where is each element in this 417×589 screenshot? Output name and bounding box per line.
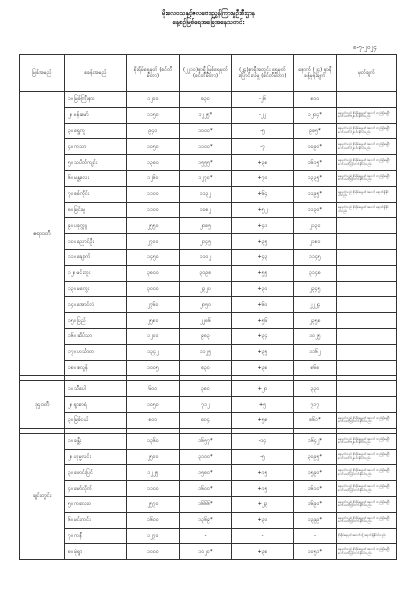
remark: ရေမှတ်သည် စိုးရိမ်ရေမှတ်အထက် တည်ရှိနေပြီး ဆက်လက်ကျဆင်းနိုင်ပါသည်။ [337, 449, 397, 465]
current-level: ၁၆၆၆* [180, 496, 232, 512]
forecast-level: ၁၃၃၅* [294, 170, 337, 186]
level-change: +၂၀ [232, 381, 294, 397]
table-row [20, 155, 397, 171]
remark [337, 249, 397, 265]
table-row [20, 218, 397, 234]
header-forecast: နောက် (၂၄) နာရီ ခန့်မှန်းချက် [294, 55, 337, 92]
warning-level: ၁၂၂၅ [127, 465, 180, 481]
current-level: ၁၁၀၂ [180, 249, 232, 265]
table-row [20, 186, 397, 202]
warning-level: ၁၃၈၀ [127, 155, 180, 171]
table-row [20, 281, 397, 297]
table-row [20, 202, 397, 218]
remark [337, 313, 397, 329]
warning-level: ၂၅၀၀ [127, 449, 180, 465]
remark: ရေမှတ်သည် စိုးရိမ်ရေမှတ်အထက် တည်ရှိနေပြီး ဆက်လက်မြင့်တက်နိုင်ပါသည်။ [337, 481, 397, 497]
level-change: +၂၃ [232, 496, 294, 512]
current-level: ၁၁၂၅ [180, 344, 232, 360]
level-change: +၅၆ [232, 313, 294, 329]
level-change: +၃၈ [232, 544, 294, 560]
station-name: ၁၇။ ဟင်္သာတ [65, 344, 127, 360]
warning-level: ၁၂၇၀ [127, 528, 180, 544]
forecast-level: ၈၆၁* [294, 412, 337, 428]
forecast-level: ၂၁၈၀ [294, 234, 337, 250]
level-change: -၁၄ [232, 433, 294, 449]
remark [337, 92, 397, 108]
station-name: ၁၄။ အောင်လံ [65, 297, 127, 313]
warning-level: ၁၀၅၀ [127, 397, 180, 413]
warning-level: ၁၁၀၀ [127, 481, 180, 497]
remark: ရေမှတ်သည် စိုးရိမ်ရေမှတ်အထက် တည်ရှိနေပြီး ဆက်လက်ကျဆင်းနိုင်ပါသည်။ [337, 139, 397, 155]
forecast-level: ၁၁၆၂ [294, 344, 337, 360]
remark: ရေမှတ်သည် စိုးရိမ်ရေမှတ်အထက် တည်ရှိနေပြီး ဆက်လက်ကျဆင်းနိုင်ပါသည်။ [337, 123, 397, 139]
forecast-level: ၂၃၄၅ [294, 281, 337, 297]
header-remarks: မှတ်ချက် [337, 55, 397, 92]
level-change: +၃၄ [232, 328, 294, 344]
river-level-table [19, 54, 397, 560]
level-change: - [232, 528, 294, 544]
remark [337, 344, 397, 360]
forecast-level: ၁၃၉၉* [294, 512, 337, 528]
forecast-level: ၁၆၁၀* [294, 481, 337, 497]
forecast-level: ၁၁၃၀* [294, 202, 337, 218]
warning-level: ၁၃၆၀ [127, 433, 180, 449]
river-name: ဒုဌဝတီ [20, 381, 65, 428]
header-change: (၂၄)နာရီအတွင်း ရေမှတ်ပြောင်းလဲမှု (စင်တီမီတာ) [232, 55, 294, 92]
table-row [20, 397, 397, 413]
current-level: ၈၃၀ [180, 360, 232, 376]
header-warning-level: စိုးရိမ်ရေမှတ် (စင်တီမီတာ) [127, 55, 180, 92]
table-row [20, 528, 397, 544]
remark: ရေမှတ်သည် စိုးရိမ်ရေမှတ်အထက် တည်ရှိနေပြီး ဆက်လက်မြင့်တက်နိုင်ပါသည်။ [337, 465, 397, 481]
river-name: ဧရာဝတီ [20, 92, 65, 376]
warning-level: ၂၅၈၀ [127, 313, 180, 329]
remark: စိုးရိမ်ရေမှတ်အထက်သို့ ရောက်ရှိနိုင်ပါသည်။ [337, 528, 397, 544]
header-station: စခန်းအမည် [65, 55, 127, 92]
level-change: +၃၅ [232, 344, 294, 360]
warning-level: ၂၇၆၀ [127, 297, 180, 313]
remark [337, 328, 397, 344]
table-row [20, 123, 397, 139]
current-level: ၈၃၀ [180, 92, 232, 108]
warning-level: ၁၀၅၀ [127, 139, 180, 155]
warning-level: ၁၀၀၀ [127, 544, 180, 560]
forecast-level: ၁၂၀၄* [294, 107, 337, 123]
forecast-level: ၉၈၅* [294, 123, 337, 139]
current-level: ၁၅၈၀* [180, 465, 232, 481]
table-row [20, 139, 397, 155]
warning-level: ၁၂၀၀ [127, 328, 180, 344]
warning-level: ၁၃၄၂ [127, 344, 180, 360]
forecast-level: ၂၃၅၈ [294, 313, 337, 329]
remark [337, 234, 397, 250]
table-row [20, 313, 397, 329]
table-row [20, 234, 397, 250]
current-level: ၁၆၅၇* [180, 433, 232, 449]
remark [337, 281, 397, 297]
current-level: ၁၂၇၀* [180, 170, 232, 186]
title-line-1: မိုးလေဝသနှင့်ဇလဗေဒညွှန်ကြားမှုဦးစီးဌာန [161, 10, 256, 17]
station-name: ၁၂။ မင်းဘူး [65, 265, 127, 281]
current-level: ၃၀၉၈ [180, 265, 232, 281]
remark: ရေမှတ်သည် စိုးရိမ်ရေမှတ်အထက် တည်ရှိနေပြီး ဆက်လက်မြင့်တက်နိုင်ပါသည်။ [337, 412, 397, 428]
report-title [0, 9, 417, 27]
station-name: ၁၆။ ဆိပ်သာ [65, 328, 127, 344]
forecast-level: ၃၀၉၅* [294, 449, 337, 465]
forecast-level: ၈၀၀ [294, 92, 337, 108]
forecast-level: ၁၆၄၂* [294, 433, 337, 449]
station-name: ၅။ ကလေးဝ [65, 496, 127, 512]
remark: ရေမှတ်သည် စိုးရိမ်ရေမှတ်အထက် တည်ရှိနေပြီး ဆက်လက်ကျဆင်းနိုင်ပါသည်။ [337, 433, 397, 449]
river-name: ချင်းတွင်း [20, 433, 65, 559]
warning-level: ၁၂၆၀ [127, 170, 180, 186]
table-row [20, 249, 397, 265]
table-row [20, 544, 397, 560]
level-change: +၅၂ [232, 202, 294, 218]
remark [337, 218, 397, 234]
remark [337, 297, 397, 313]
warning-level: ၂၇၀၀ [127, 234, 180, 250]
title-line-2: နေ့စဉ်မြစ်ရေအခြေအနေသတင်း [172, 19, 245, 26]
current-level: ၁၆၀၀* [180, 481, 232, 497]
report-date: ၈-၇-၂၀၂၄ [353, 44, 377, 51]
level-change: +၅ [232, 397, 294, 413]
current-level: ၂၂၈၆ [180, 313, 232, 329]
current-level: ၁၁၀၀* [180, 139, 232, 155]
warning-level: ၈၀၀ [127, 412, 180, 428]
level-change: -၂၂ [232, 107, 294, 123]
station-name: ၄။ မော်လိုက် [65, 481, 127, 497]
station-name: ၁။ ခန္တီး [65, 433, 127, 449]
warning-level: ၁၂၀၀ [127, 92, 180, 108]
station-name: ၁၈။ ဇလွန် [65, 360, 127, 376]
station-name: ၁။ သီပေါ [65, 381, 127, 397]
forecast-level: ၇၁၇ [294, 397, 337, 413]
remark [337, 397, 397, 413]
station-name: ၈။ မြင်းမူ [65, 202, 127, 218]
table-row [20, 297, 397, 313]
table-row [20, 465, 397, 481]
station-name: ၁၅။ ပြည် [65, 313, 127, 329]
table-row [20, 433, 397, 449]
station-name: ၆။ မန္တလေး [65, 170, 127, 186]
remark: ရေမှတ်သည် စိုးရိမ်ရေမှတ်အထက် တည်ရှိနေပြီး ဆက်လက်မြင့်တက်နိုင်ပါသည်။ [337, 544, 397, 560]
current-level: ၂၀၅၀ [180, 297, 232, 313]
forecast-level: - [294, 528, 337, 544]
current-level: - [180, 528, 232, 544]
table-row [20, 512, 397, 528]
station-name: ၁။ မြစ်ကြီးနား [65, 92, 127, 108]
current-level: ၁၅၅၅* [180, 155, 232, 171]
current-level: ၁၀၂၀* [180, 544, 232, 560]
level-change: +၃၀ [232, 281, 294, 297]
remark: ရေမှတ်သည် စိုးရိမ်ရေမှတ်အထက် တည်ရှိနေပြီး ဆက်လက်ကျဆင်းနိုင်ပါသည်။ [337, 107, 397, 123]
warning-level: ၁၁၀၀ [127, 202, 180, 218]
forecast-level: ၃၁၄၈ [294, 265, 337, 281]
forecast-level: ၈၆၈ [294, 360, 337, 376]
level-change: +၅၅ [232, 265, 294, 281]
table-row [20, 107, 397, 123]
level-change: +၁၅ [232, 465, 294, 481]
current-level: ၂၁၄၅ [180, 234, 232, 250]
warning-level: ၃၈၀၀ [127, 265, 180, 281]
table-row [20, 170, 397, 186]
warning-level: ၁၄၅၀ [127, 249, 180, 265]
table-body [20, 92, 397, 560]
warning-level: ၂၅၅၀ [127, 218, 180, 234]
forecast-level: ၁၁၉၅* [294, 186, 337, 202]
forecast-level: ၂၁၃၀ [294, 218, 337, 234]
level-change: +၆၄ [232, 186, 294, 202]
warning-level: ၁၁၀၀ [127, 186, 180, 202]
station-name: ၉။ ပခုက္ကူ [65, 218, 127, 234]
table-row [20, 381, 397, 397]
remark: ရေမှတ်သည် စိုးရိမ်ရေမှတ်အထက် တည်ရှိနေပြီး ဆက်လက်မြင့်တက်နိုင်ပါသည်။ [337, 170, 397, 186]
station-name: ၂။ ဗန်းမော် [65, 107, 127, 123]
current-level: ၁၀၈၂ [180, 202, 232, 218]
table-row [20, 496, 397, 512]
station-name: ၃။ ဖောင်းပြင် [65, 465, 127, 481]
station-name: ၃။ မြစ်ငယ် [65, 412, 127, 428]
current-level: ၁၃၆၉* [180, 512, 232, 528]
level-change: +၃၅ [232, 234, 294, 250]
warning-level: ၁၆၀၀ [127, 512, 180, 528]
level-change: +၃၀ [232, 512, 294, 528]
level-change: +၃၈ [232, 155, 294, 171]
station-name: ၄။ ကသာ [65, 139, 127, 155]
remark: ရေမှတ်သည် စိုးရိမ်ရေမှတ်အထက် ရောက်ရှိနိုင်ပါသည်။ [337, 186, 397, 202]
level-change: -၇ [232, 139, 294, 155]
remark [337, 381, 397, 397]
current-level: ၇၁၂ [180, 397, 232, 413]
current-level: ၁၁၃၂ [180, 186, 232, 202]
warning-level: ၃၀၀၀ [127, 281, 180, 297]
table-row [20, 265, 397, 281]
forecast-level: ၂၂၂၄ [294, 297, 337, 313]
station-name: ၁၀။ ညောင်ဦး [65, 234, 127, 250]
current-level: ၁၀၀၀* [180, 123, 232, 139]
remark: ရေမှတ်သည် စိုးရိမ်ရေမှတ်အထက် ရောက်ရှိနိုင်ပါသည်။ [337, 202, 397, 218]
warning-level: ၁၁၅၀ [127, 107, 180, 123]
station-name: ၈။ မုံရွာ [65, 544, 127, 560]
current-level: ၈၀၄ [180, 412, 232, 428]
station-name: ၃။ ရွှေကူ [65, 123, 127, 139]
level-change: -၅ [232, 123, 294, 139]
level-change: +၆၀ [232, 297, 294, 313]
station-name: ၁၁။ ချောက် [65, 249, 127, 265]
station-name: ၇။ ကနီ [65, 528, 127, 544]
level-change: +၅၈ [232, 412, 294, 428]
current-level: ၃၈၀ [180, 381, 232, 397]
table-header-row [20, 55, 397, 92]
current-level: ၂၃၂၀ [180, 281, 232, 297]
station-name: ၂။ ဟုမ္မလင်း [65, 449, 127, 465]
warning-level: ၁၀၀၅ [127, 360, 180, 376]
forecast-level: ၁၁၄၅ [294, 249, 337, 265]
table-row [20, 328, 397, 344]
station-name: ၅။ သပိတ်ကျင်း [65, 155, 127, 171]
station-name: ၁၃။ မကွေး [65, 281, 127, 297]
forecast-level: ၁၀၉၀* [294, 139, 337, 155]
forecast-level: ၃၃၀ [294, 381, 337, 397]
remark: ရေမှတ်သည် စိုးရိမ်ရေမှတ်အထက် တည်ရှိနေပြီး ဆက်လက်မြင့်တက်နိုင်ပါသည်။ [337, 496, 397, 512]
forecast-level: ၁၆၁၅* [294, 155, 337, 171]
remark: ရေမှတ်သည် စိုးရိမ်ရေမှတ်အထက် တည်ရှိနေပြီး ဆက်လက်မြင့်တက်နိုင်ပါသည်။ [337, 512, 397, 528]
warning-level: ၉၄၀ [127, 123, 180, 139]
warning-level: ၂၅၇၀ [127, 496, 180, 512]
table-row [20, 481, 397, 497]
table-row [20, 360, 397, 376]
forecast-level: ၁၀၂၅ [294, 328, 337, 344]
current-level: ၂၀၈၅ [180, 218, 232, 234]
header-current-level: (၂၂၁၀)နာရီ မြစ်ရေမှတ် (စင်တီမီတာ) [180, 55, 232, 92]
station-name: ၂။ ရွာစာရံ [65, 397, 127, 413]
table-row [20, 92, 397, 108]
current-level: ၉၈၃ [180, 328, 232, 344]
current-level: ၃၁၀၀* [180, 449, 232, 465]
forecast-level: ၁၅၉၀* [294, 465, 337, 481]
forecast-level: ၁၀၅၁* [294, 544, 337, 560]
table-row [20, 344, 397, 360]
level-change: +၄၃ [232, 249, 294, 265]
level-change: +၁၅ [232, 481, 294, 497]
level-change: -၅ [232, 449, 294, 465]
forecast-level: ၁၆၉၀* [294, 496, 337, 512]
current-level: ၁၂၂၅* [180, 107, 232, 123]
station-name: ၆။ မင်းကင်း [65, 512, 127, 528]
table-row [20, 412, 397, 428]
header-river: မြစ်အမည် [20, 55, 65, 92]
warning-level: ၆၀၀ [127, 381, 180, 397]
table-row [20, 449, 397, 465]
level-change: +၇၀ [232, 170, 294, 186]
remark [337, 360, 397, 376]
level-change: -၂၆ [232, 92, 294, 108]
station-name: ၇။ စစ်ကိုင်း [65, 186, 127, 202]
remark [337, 265, 397, 281]
level-change: +၃၈ [232, 360, 294, 376]
level-change: +၄၁ [232, 218, 294, 234]
remark: ရေမှတ်သည် စိုးရိမ်ရေမှတ်အထက် တည်ရှိနေပြီး ဆက်လက်မြင့်တက်နိုင်ပါသည်။ [337, 155, 397, 171]
